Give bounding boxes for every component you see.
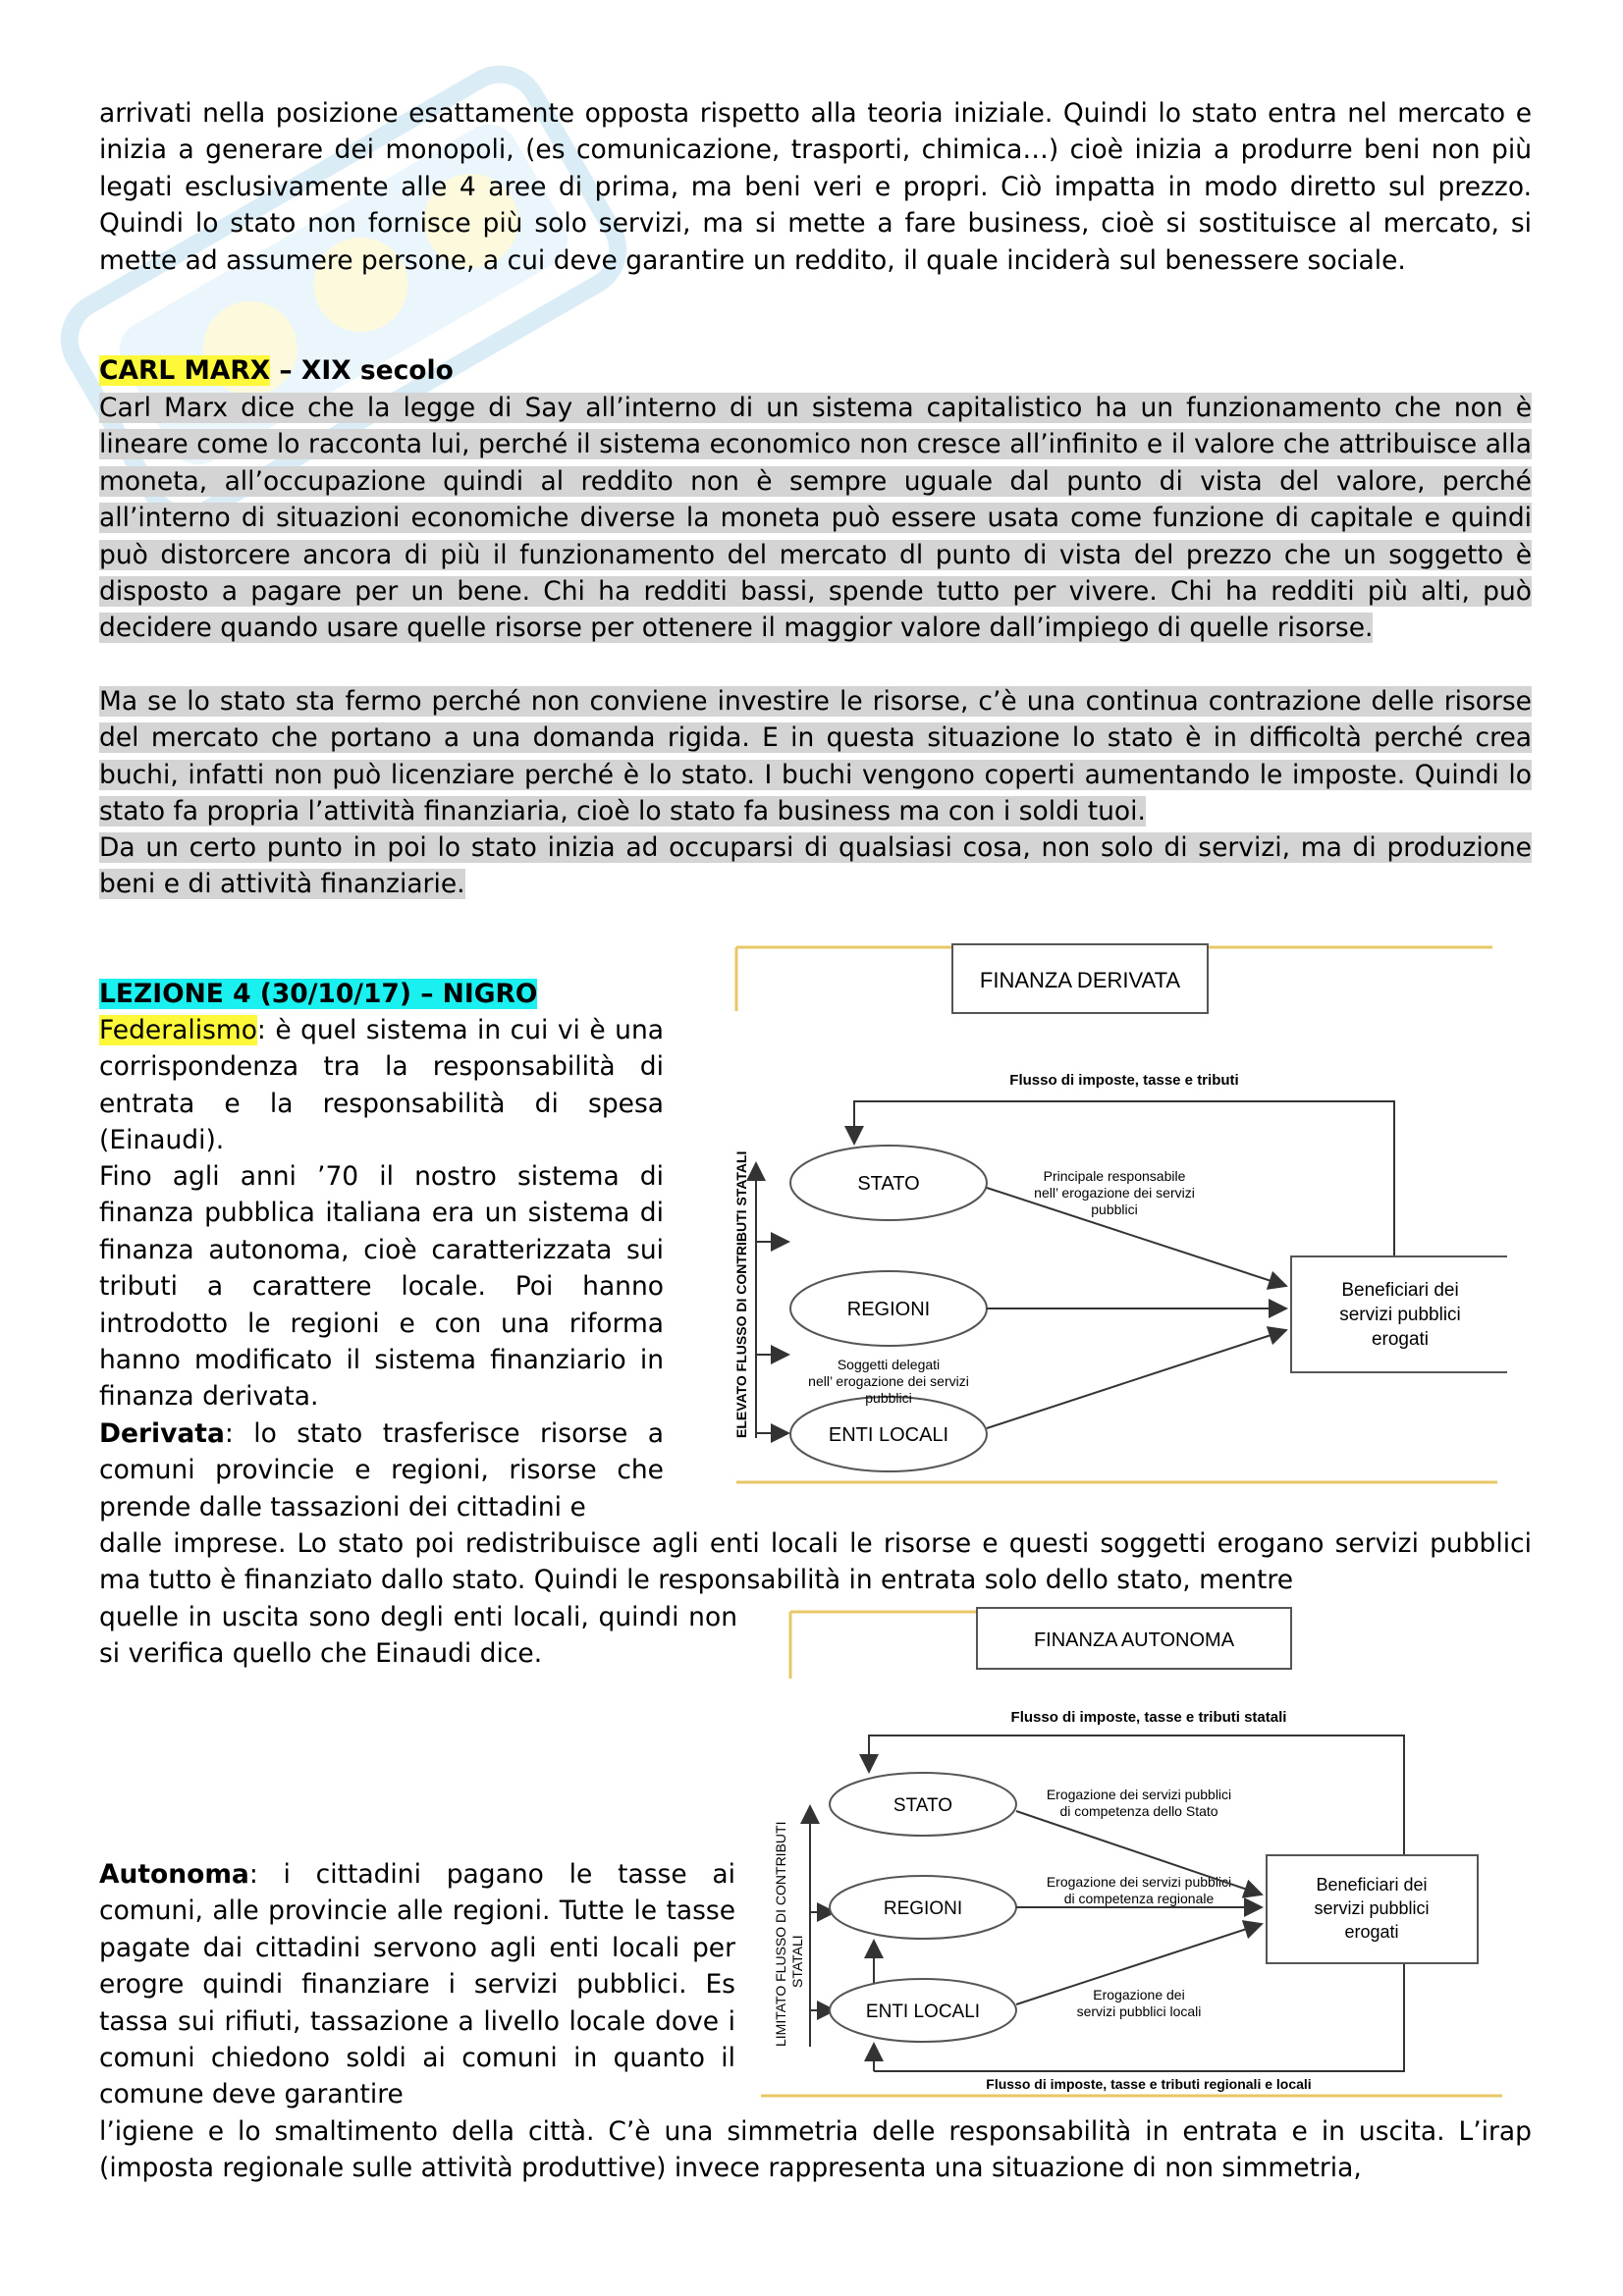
marx-para2-text: Ma se lo stato sta fermo perché non conviene investire le risorse, c’è una continua contrazione delle risorse del mercato che portano a una domanda rigida. E in questa situazione lo stato è in difficoltà perché crea buchi, infatti non può licenziare perché è lo stato. I buchi vengono coperti aumentando le imposte. Quindi lo stato fa propria l’attività finanziaria, cioè lo stato fa business ma con i soldi tuoi. (99, 686, 1532, 828)
fd-note1-l2: nell’ erogazione dei servizi (1034, 1185, 1195, 1201)
fd-enti: ENTI LOCALI (828, 1424, 949, 1446)
fa-note3-l2: servizi pubblici locali (1076, 2003, 1202, 2019)
lezione-title (99, 976, 664, 1012)
fa-stato: STATO (893, 1795, 953, 1816)
fd-regioni: REGIONI (846, 1299, 931, 1320)
fa-benef-l2: servizi pubblici (1314, 1898, 1430, 1918)
fd-note1-l3: pubblici (1091, 1201, 1138, 1217)
marx-paragraph-3 (99, 829, 1532, 903)
federalismo-def: : è quel sistema in cui vi è una corrispondenza tra la responsabilità di entrata e la responsabilità di spesa (Einaudi). (99, 1015, 664, 1156)
fa-note3-l1: Erogazione dei (1093, 1987, 1185, 2002)
fa-regioni: REGIONI (883, 1898, 963, 1919)
marx-name: CARL MARX (99, 355, 271, 386)
fd-title: FINANZA DERIVATA (979, 968, 1181, 992)
fd-benef-l2: servizi pubblici (1339, 1305, 1461, 1325)
fd-note2-l2: nell’ erogazione dei servizi (808, 1373, 969, 1389)
marx-para1-text: Carl Marx dice che la legge di Say all’interno di un sistema capitalistico ha un funzionamento che non è lineare come lo racconta lui, perché il sistema economico non cresce all’infinito e il valore che attribuisce alla moneta, all’occupazione quindi al reddito non è sempre uguale dal punto di vista del valore, perché all’interno di situazioni economiche diverse la moneta può essere usata come funzione di capitale e quindi può distorcere ancora di più il funzionamento del mercato dl punto di vista del prezzo che un soggetto è disposto a pagare per un bene. Chi ha redditi bassi, spende tutto per vivere. Chi ha redditi più alti, può decidere quando usare quelle risorse per ottenere il maggior valore dall’impiego di quelle risorse. (99, 393, 1532, 644)
fd-note2-l3: pubblici (865, 1390, 912, 1406)
marx-heading (99, 352, 1532, 389)
federalismo-paragraph (99, 1012, 664, 1159)
federalismo-term: Federalismo (99, 1015, 257, 1045)
lezione-title-text: LEZIONE 4 (30/10/17) – NIGRO (99, 979, 538, 1009)
fa-benef-l3: erogati (1344, 1922, 1399, 1942)
fa-enti: ENTI LOCALI (865, 2002, 981, 2022)
fa-note1-l2: di competenza dello Stato (1059, 1803, 1218, 1819)
fa-vertical-l1: LIMITATO FLUSSO DI CONTRIBUTI (773, 1821, 788, 2047)
fd-note2-l1: Soggetti delegati (837, 1357, 941, 1372)
fa-note2-l2: di competenza regionale (1063, 1891, 1215, 1906)
history-paragraph: Fino agli anni ’70 il nostro sistema di finanza pubblica italiana era un sistema di finanza autonoma, cioè caratterizzata sui tributi a carattere locale. Poi hanno introdotto le regioni e con una riforma hanno modificato il sistema finanziario in finanza derivata. (99, 1161, 664, 1413)
autonoma-def-a: : i cittadini pagano le tasse ai comuni, alle provincie alle regioni. Tutte le tasse pagate dai cittadini servono agli enti locali per erogre quindi finanziare i servizi pubblici. Es tassa sui rifiuti, tassazione a livello locale dove i comuni chiedono soldi ai comuni in quanto il comune deve garantire (99, 1859, 735, 2110)
autonoma-term: Autonoma (99, 1859, 249, 1890)
fa-note1-l1: Erogazione dei servizi pubblici (1046, 1787, 1232, 1802)
derivata-paragraph-a (99, 1415, 664, 1525)
autonoma-paragraph-a (99, 1856, 735, 2113)
marx-heading-suffix: – XIX secolo (270, 355, 454, 386)
fa-benef-l1: Beneficiari dei (1316, 1875, 1428, 1895)
autonoma-paragraph-b: l’igiene e lo smaltimento della città. C’è una simmetria delle responsabilità in entrata e in uscita. L’irap (imposta regionale sulle attività produttive) invece rappresenta una situazione di non simmetria, (99, 2116, 1532, 2184)
derivata-paragraph-c: quelle in uscita sono degli enti locali, quindi non si verifica quello che Einaudi dice. (99, 1602, 737, 1670)
figure-finanza-derivata (722, 933, 1507, 1496)
marx-paragraph-1 (99, 390, 1532, 647)
fd-benef-l3: erogati (1371, 1329, 1430, 1350)
fa-vertical-l2: STATALI (789, 1935, 805, 1988)
fa-flow-bottom: Flusso di imposte, tasse e tributi regionali e locali (986, 2076, 1312, 2092)
fd-note1-l1: Principale responsabile (1043, 1168, 1186, 1184)
derivata-term: Derivata (99, 1418, 225, 1449)
fa-flow-top: Flusso di imposte, tasse e tributi statali (1010, 1709, 1287, 1726)
fa-title: FINANZA AUTONOMA (1033, 1629, 1235, 1651)
fd-flow-top: Flusso di imposte, tasse e tributi (1009, 1072, 1239, 1089)
derivata-paragraph-b: dalle imprese. Lo stato poi redistribuisce agli enti locali le risorse e questi soggetti erogano servizi pubblici ma tutto è finanziato dallo stato. Quindi le responsabilità in entrata solo dello stato, mentre (99, 1528, 1532, 1596)
fa-note2-l1: Erogazione dei servizi pubblici (1046, 1874, 1232, 1890)
marx-paragraph-2 (99, 683, 1532, 830)
intro-paragraph: arrivati nella posizione esattamente opposta rispetto alla teoria iniziale. Quindi lo stato entra nel mercato e inizia a generare dei monopoli, (es comunicazione, trasporti, chimica…) cioè inizia a produrre beni non più legati esclusivamente alle 4 aree di prima, ma beni veri e propri. Ciò impatta in modo diretto sul prezzo. Quindi lo stato non fornisce più solo servizi, ma si mette a fare business, cioè si sostituisce al mercato, si mette ad assumere persone, a cui deve garantire un reddito, il quale inciderà sul benessere sociale. (99, 98, 1532, 276)
derivata-def-a: : lo stato trasferisce risorse a comuni provincie e regioni, risorse che prende dalle tassazioni dei cittadini e (99, 1418, 664, 1522)
fd-vertical-label: ELEVATO FLUSSO DI CONTRIBUTI STATALI (733, 1150, 749, 1438)
fd-stato: STATO (857, 1173, 920, 1195)
marx-para3-text: Da un certo punto in poi lo stato inizia ad occuparsi di qualsiasi cosa, non solo di servizi, ma di produzione beni e di attività finanziarie. (99, 832, 1532, 900)
fd-benef-l1: Beneficiari dei (1341, 1280, 1459, 1301)
figure-finanza-autonoma (756, 1600, 1532, 2114)
